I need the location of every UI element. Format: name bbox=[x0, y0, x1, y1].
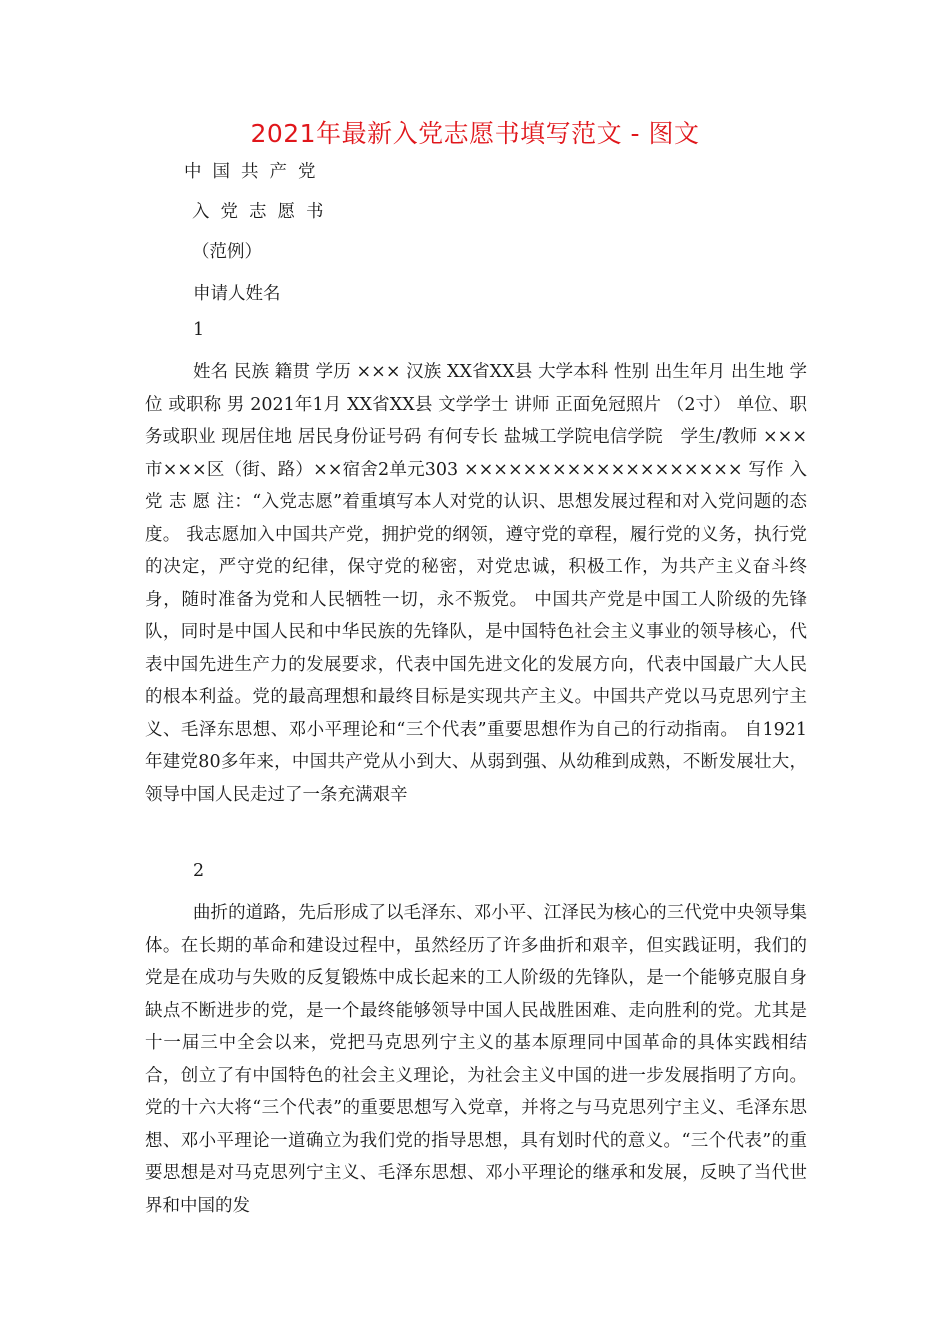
header-application-title: 入党志愿书 bbox=[192, 202, 335, 222]
applicant-name-label: 申请人姓名 bbox=[193, 284, 281, 304]
page-number-1: 1 bbox=[193, 320, 205, 340]
example-note: （范例） bbox=[192, 242, 262, 262]
body-paragraph-2: 曲折的道路，先后形成了以毛泽东、邓小平、江泽民为核心的三代党中央领导集体。在长期的革命和建设过程中，虽然经历了许多曲折和艰辛，但实践证明，我们的党是在成功与失败的反复锻炼中成长起来的工人阶级的先锋队，是一个能够克服自身缺点不断进步的党，是一个最终能够领导中国人民战胜困难、走向胜利的党。尤其是十一届三中全会以来，党把马克思列宁主义的基本原理同中国革命的具体实践相结合，创立了有中国特色的社会主义理论，为社会主义中国的进一步发展指明了方向。党的十六大将“三个代表”的重要思想写入党章，并将之与马克思列宁主义、毛泽东思想、邓小平理论一道确立为我们党的指导思想，具有划时代的意义。“三个代表”的重要思想是对马克思列宁主义、毛泽东思想、邓小平理论的继承和发展，反映了当代世界和中国的发 bbox=[145, 903, 807, 1216]
header-party-name: 中国共产党 bbox=[184, 162, 327, 182]
page-number-2: 2 bbox=[193, 861, 205, 881]
body-paragraph-1: 姓名 民族 籍贯 学历 ××× 汉族 XX省XX县 大学本科 性别 出生年月 出生地 学位 或职称 男 2021年1月 XX省XX县 文学学士 讲师 正面免冠照片 （2寸） 单位、职务或职业 现居住地 居民身份证号码 有何专长 盐城工学院电信学院 学生/教师 ×××市×××区（街、路）××宿舍2单元303 ××××××××××××××××××× 写作 入 党 志 愿 注：“入党志愿”着重填写本人对党的认识、思想发展过程和对入党问题的态度。 我志愿加入中国共产党，拥护党的纲领，遵守党的章程，履行党的义务，执行党的决定，严守党的纪律，保守党的秘密，对党忠诚，积极工作，为共产主义奋斗终身，随时准备为党和人民牺牲一切，永不叛党。 中国共产党是中国工人阶级的先锋队，同时是中国人民和中华民族的先锋队，是中国特色社会主义事业的领导核心，代表中国先进生产力的发展要求，代表中国先进文化的发展方向，代表中国最广大人民的根本利益。党的最高理想和最终目标是实现共产主义。中国共产党以马克思列宁主义、毛泽东思想、邓小平理论和“三个代表”重要思想作为自己的行动指南。 自1921年建党80多年来，中国共产党从小到大、从弱到强、从幼稚到成熟，不断发展壮大，领导中国人民走过了一条充满艰辛 bbox=[145, 362, 807, 805]
document-title: 2021年最新入党志愿书填写范文 - 图文 bbox=[250, 119, 700, 148]
